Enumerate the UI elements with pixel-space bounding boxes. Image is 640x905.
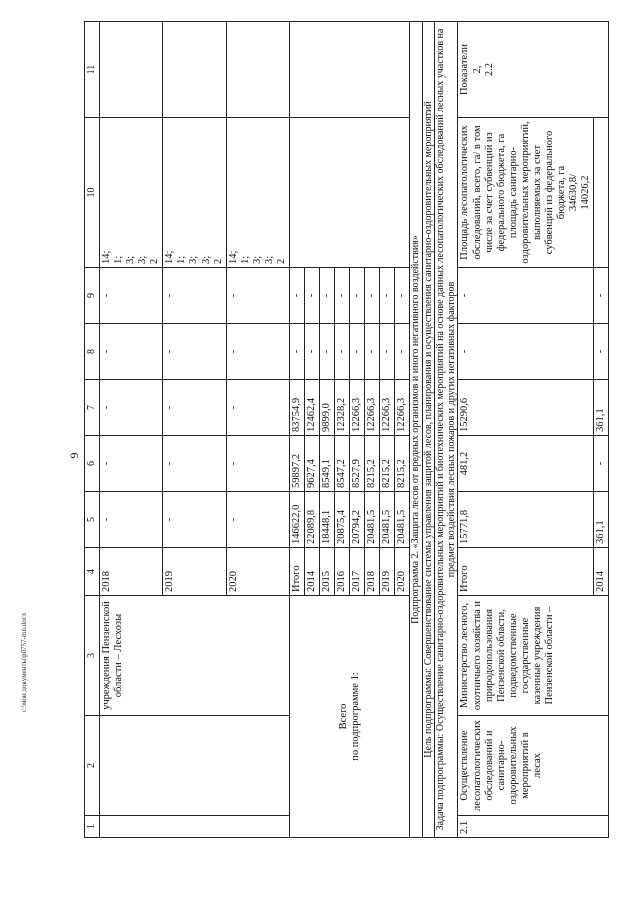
year-cell: 2020: [395, 548, 410, 596]
cell-c7: 12462,4: [305, 380, 320, 436]
year-cell: 2016: [335, 548, 350, 596]
cell-c9: -: [305, 268, 320, 324]
col-8-header: 8: [85, 324, 100, 380]
cell-c8: -: [335, 324, 350, 380]
row-number: 2.1: [458, 816, 609, 838]
col-1-header: 1: [85, 816, 100, 838]
year-cell: 2018: [365, 548, 380, 596]
year-cell: 2017: [350, 548, 365, 596]
cell-c6: 8549,1: [320, 436, 335, 492]
page-number: 6: [67, 452, 82, 459]
cell-c9: -: [365, 268, 380, 324]
cell-c8: -: [458, 324, 594, 380]
cell-c6: 9627,4: [305, 436, 320, 492]
table-row: [100, 22, 163, 838]
cell-c9: -: [163, 268, 226, 324]
cell-c5: 20875,4: [335, 492, 350, 548]
cell-c6: 8215,2: [365, 436, 380, 492]
cell-c9: -: [380, 268, 395, 324]
cell-c5: 18448,1: [320, 492, 335, 548]
executor-cell: Министерство лесного, охотничьего хозяйства и природопользования Пензенской области, подведомственные государственные казенные учреждения Пензенской области –: [458, 596, 609, 716]
cell-c7: 9899,0: [320, 380, 335, 436]
table-row: [458, 22, 594, 838]
indicator-text: [458, 118, 594, 268]
year-cell: 2020: [226, 548, 289, 596]
cell-c9: -: [395, 268, 410, 324]
col-4-header: 4: [85, 548, 100, 596]
rotated-table-page: [84, 22, 619, 838]
cell-c6: -: [594, 436, 609, 492]
cell-c5: -: [163, 492, 226, 548]
indicator-description: Площадь лесопатологических обследований, всего, га/ в том числе за счет субвенций из федерального бюджета, га площадь санитарно-оздоровительных мероприятий, выполняемых за счет субвенций из федерального бюджета, га: [459, 121, 567, 264]
cell-c7: 12266,3: [365, 380, 380, 436]
col-11-header: 11: [85, 22, 100, 118]
cell-c5: 20794,2: [350, 492, 365, 548]
cell-c5: -: [100, 492, 163, 548]
year-cell: 2019: [163, 548, 226, 596]
cell-c11: [100, 22, 163, 118]
cell-c9: -: [335, 268, 350, 324]
total-label: Всего по подпрограмме 1:: [289, 596, 410, 838]
cell-c6: 59897,2: [289, 436, 304, 492]
cell-c8: -: [226, 324, 289, 380]
year-cell: 2018: [100, 548, 163, 596]
cell-c9: -: [226, 268, 289, 324]
year-cell: 2015: [320, 548, 335, 596]
cell-c5: 20481,5: [395, 492, 410, 548]
year-cell: Итого: [458, 548, 594, 596]
program-table: [84, 21, 609, 838]
cell-c8: -: [365, 324, 380, 380]
cell-c6: -: [163, 436, 226, 492]
cell-c7: 15290,6: [458, 380, 594, 436]
cell-c8: -: [163, 324, 226, 380]
cell-c8: -: [100, 324, 163, 380]
executor-cell: учреждения Пензенской области – Лесхозы: [100, 596, 290, 716]
cell-c5: 20481,5: [365, 492, 380, 548]
cell-c10: 14; 1; 3; 3; 2: [163, 118, 226, 268]
cell-c9: -: [350, 268, 365, 324]
cell-c7: -: [100, 380, 163, 436]
cell-c8: -: [380, 324, 395, 380]
footer-path: c:\мои документы\p0757-mn.docx: [20, 612, 28, 712]
cell-c9: -: [594, 268, 609, 324]
cell-c10: 14; 1; 3; 3; 2: [226, 118, 289, 268]
cell-c7: 12328,2: [335, 380, 350, 436]
cell-c5: 146622,0: [289, 492, 304, 548]
cell-c6: 8215,2: [380, 436, 395, 492]
subprogram-task: Задача подпрограммы: Осуществление санитарно-оздоровительных мероприятий и биотехнических мероприятий на основе данных лесопатологических обследований лесных участков на предмет воздействия лесных пожаров и других негативных факторов: [435, 22, 458, 838]
year-cell: 2014: [305, 548, 320, 596]
cell-c7: 12266,3: [350, 380, 365, 436]
cell-c9: -: [320, 268, 335, 324]
subprogram-title-row: [410, 22, 423, 838]
indicator-values: 34630,8/ 14026,2: [568, 173, 592, 212]
cell-c11: [226, 22, 289, 118]
col-2-header: 2: [85, 716, 100, 816]
col-9-header: 9: [85, 268, 100, 324]
year-cell: 2019: [380, 548, 395, 596]
cell-c7: 12266,3: [395, 380, 410, 436]
col-6-header: 6: [85, 436, 100, 492]
measure-name: Осуществление лесопатологических обследований и санитарно-оздоровительных мероприятий в лесах: [458, 716, 609, 816]
cell-c9: -: [458, 268, 594, 324]
indicator-ref: Показатели 2, 2.2: [458, 22, 609, 118]
cell-c8: -: [350, 324, 365, 380]
cell-c7: 83754,9: [289, 380, 304, 436]
subprogram-title: Подпрограмма 2. «Защита лесов от вредных организмов и иного негативного воздействия»: [410, 22, 423, 838]
column-number-row: [85, 22, 100, 838]
cell-c6: -: [100, 436, 163, 492]
cell-c8: -: [289, 324, 304, 380]
cell-c7: 12266,3: [380, 380, 395, 436]
year-cell: 2014: [594, 548, 609, 596]
cell-c5: 20481,5: [380, 492, 395, 548]
cell-c7: -: [226, 380, 289, 436]
total-row: [289, 22, 304, 838]
cell-c6: 8547,2: [335, 436, 350, 492]
cell-c5: 361,1: [594, 492, 609, 548]
col-5-header: 5: [85, 492, 100, 548]
cell-c11: [163, 22, 226, 118]
cell-c6: 481,2: [458, 436, 594, 492]
cell-c8: -: [320, 324, 335, 380]
cell-c6: 8215,2: [395, 436, 410, 492]
task-row: [435, 22, 458, 838]
cell-c9: -: [289, 268, 304, 324]
cell-c7: 361,1: [594, 380, 609, 436]
year-cell: Итого: [289, 548, 304, 596]
cell-c10: 14; 1; 3; 3; 2: [100, 118, 163, 268]
col-3-header: 3: [85, 596, 100, 716]
goal-row: [422, 22, 435, 838]
col-7-header: 7: [85, 380, 100, 436]
cell-c7: -: [163, 380, 226, 436]
cell-c6: -: [226, 436, 289, 492]
cell-c9: -: [100, 268, 163, 324]
cell-c8: -: [395, 324, 410, 380]
cell-c5: -: [226, 492, 289, 548]
cell-c5: 22089,8: [305, 492, 320, 548]
subprogram-goal: Цель подпрограммы: Совершенствование системы управления защитой лесов, планирования и осуществления санитарно-оздоровительных мероприятий: [422, 22, 435, 838]
cell-c8: -: [305, 324, 320, 380]
cell-c8: -: [594, 324, 609, 380]
cell-c6: 8527,9: [350, 436, 365, 492]
cell-c5: 15771,8: [458, 492, 594, 548]
col-10-header: 10: [85, 118, 100, 268]
